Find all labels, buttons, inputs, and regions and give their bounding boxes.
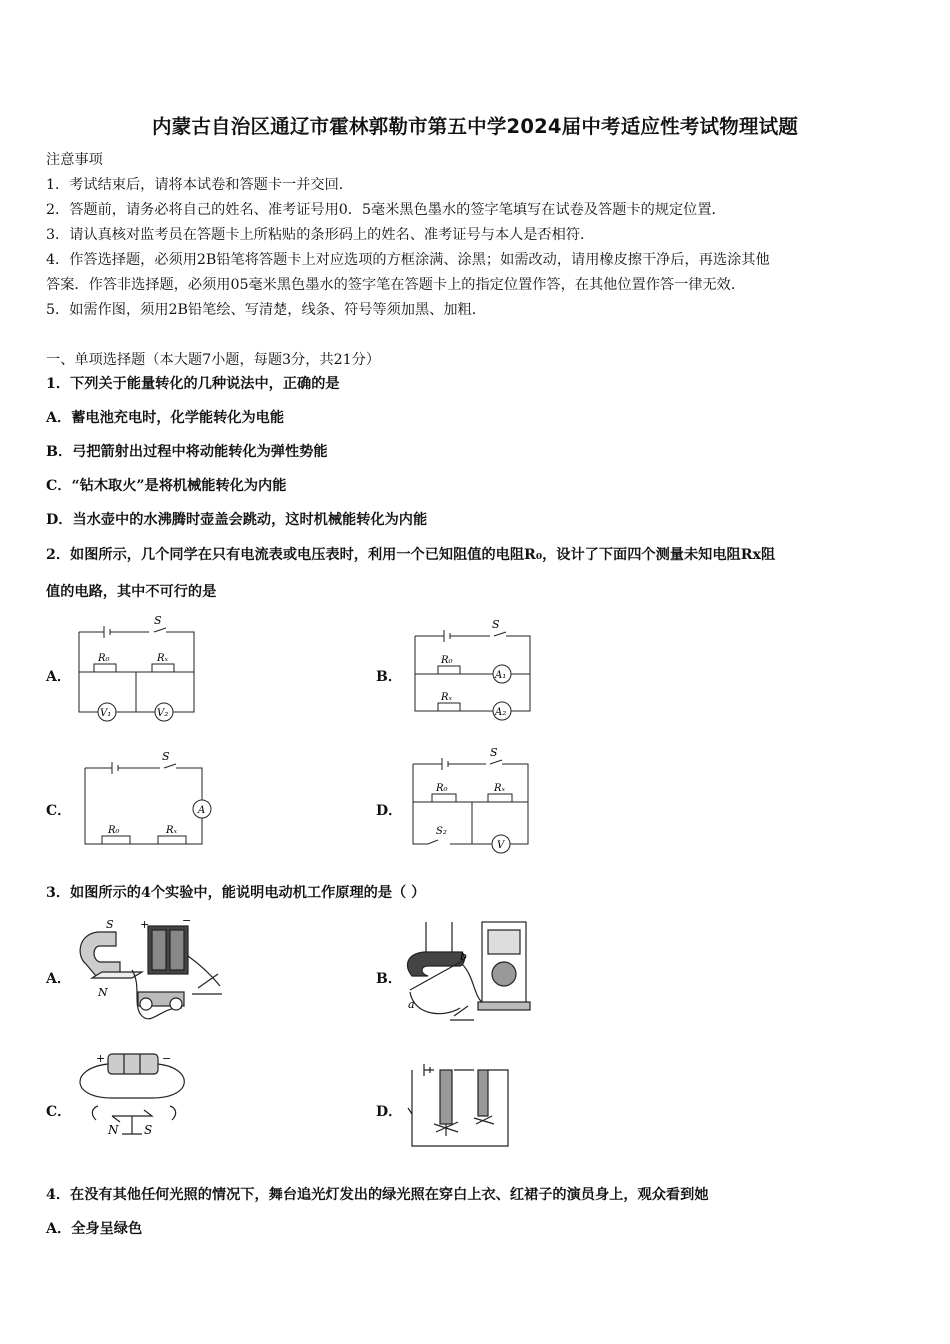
voltmeter-label: V (497, 840, 505, 851)
minus-label: − (162, 1052, 172, 1065)
switch-label: S (490, 746, 498, 759)
q1-option-c: C．“钻木取火”是将机械能转化为内能 (46, 478, 287, 494)
wire-a-label: a (408, 998, 415, 1011)
q3-figure-b (404, 916, 536, 1028)
r0-label: R₀ (108, 825, 120, 836)
q2-circuit-c (80, 748, 216, 852)
compass-s-label: S (144, 1123, 153, 1137)
q2-circuit-a (74, 612, 198, 722)
q1-option-b: B．弓把箭射出过程中将动能转化为弹性势能 (46, 444, 328, 460)
plus-label: + (96, 1052, 106, 1065)
voltmeter-v2-label: V₂ (157, 708, 169, 719)
q1-option-d: D．当水壶中的水沸腾时壶盖会跳动，这时机械能转化为内能 (46, 512, 428, 528)
q2-label-b: B． (376, 669, 402, 685)
q2-label-a: A． (46, 669, 71, 685)
q2-circuit-b (410, 616, 536, 720)
switch-label: S (492, 618, 500, 631)
notice-item-4-cont: 答案．作答非选择题，必须用05毫米黑色墨水的签字笔在答题卡上的指定位置作答，在其他位置作答一律无效． (46, 277, 746, 293)
plus-label: + (140, 918, 150, 931)
notice-item-1: 1．考试结束后，请将本试卷和答题卡一并交回． (46, 177, 353, 193)
compass-n-label: N (108, 1123, 119, 1137)
magnet-s-label: S (106, 918, 114, 931)
q3-figure-c (72, 1050, 192, 1140)
section-heading: 一、单项选择题（本大题7小题，每题3分，共21分） (46, 352, 381, 368)
voltmeter-v1-label: V₁ (100, 708, 112, 719)
notice-item-5: 5．如需作图，须用2B铅笔绘、写清楚，线条、符号等须加黑、加粗． (46, 302, 486, 318)
wire-b-label: b (460, 950, 468, 963)
page-title: 内蒙古自治区通辽市霍林郭勒市第五中学2024届中考适应性考试物理试题 (151, 115, 799, 138)
q3-label-d: D． (376, 1104, 403, 1120)
q3-figure-a (72, 916, 232, 1028)
notice-item-4: 4．作答选择题，必须用2B铅笔将答题卡上对应选项的方框涂满、涂黑；如需改动，请用橡皮擦干净后，再选涂其他 (46, 252, 770, 268)
q3-label-c: C． (46, 1104, 72, 1120)
rx-label: Rₓ (494, 783, 506, 794)
q3-label-b: B． (376, 971, 402, 987)
q2-circuit-d (408, 744, 538, 856)
rx-label: Rₓ (166, 825, 178, 836)
r0-label: R₀ (441, 655, 453, 666)
notice-item-2: 2．答题前，请务必将自己的姓名、准考证号用0．5毫米黑色墨水的签字笔填写在试卷及答题卡的规定位置． (46, 202, 726, 218)
magnet-n-label: N (98, 986, 108, 999)
q3-figure-d (404, 1060, 514, 1152)
ammeter-a2-label: A₂ (495, 707, 507, 718)
q4-stem: 4．在没有其他任何光照的情况下，舞台追光灯发出的绿光照在穿白上衣、红裙子的演员身上，观众看到她 (46, 1187, 709, 1203)
switch-label: S (162, 750, 170, 763)
q4-option-a: A．全身呈绿色 (46, 1221, 143, 1237)
ammeter-label: A (198, 805, 206, 816)
q1-option-a: A．蓄电池充电时，化学能转化为电能 (46, 410, 285, 426)
ammeter-a1-label: A₁ (495, 670, 507, 681)
minus-label: − (182, 914, 192, 927)
rx-label: Rₓ (441, 692, 453, 703)
q3-stem: 3．如图所示的4个实验中，能说明电动机工作原理的是（ ） (46, 885, 426, 901)
q2-label-d: D． (376, 803, 403, 819)
q2-stem-line1: 2．如图所示，几个同学在只有电流表或电压表时，利用一个已知阻值的电阻R₀，设计了下面四个测量未知电阻Rx阻 (46, 547, 776, 563)
q3-label-a: A． (46, 971, 71, 987)
q1-stem: 1．下列关于能量转化的几种说法中，正确的是 (46, 376, 340, 392)
q2-stem-line2: 值的电路，其中不可行的是 (46, 584, 217, 600)
notice-heading: 注意事项 (46, 152, 103, 168)
rx-label: Rₓ (157, 653, 169, 664)
r0-label: R₀ (98, 653, 110, 664)
switch-s2-label: S₂ (436, 826, 447, 837)
r0-label: R₀ (436, 783, 448, 794)
notice-item-3: 3．请认真核对监考员在答题卡上所粘贴的条形码上的姓名、准考证号与本人是否相符． (46, 227, 595, 243)
q2-label-c: C． (46, 803, 72, 819)
switch-label: S (154, 614, 162, 627)
